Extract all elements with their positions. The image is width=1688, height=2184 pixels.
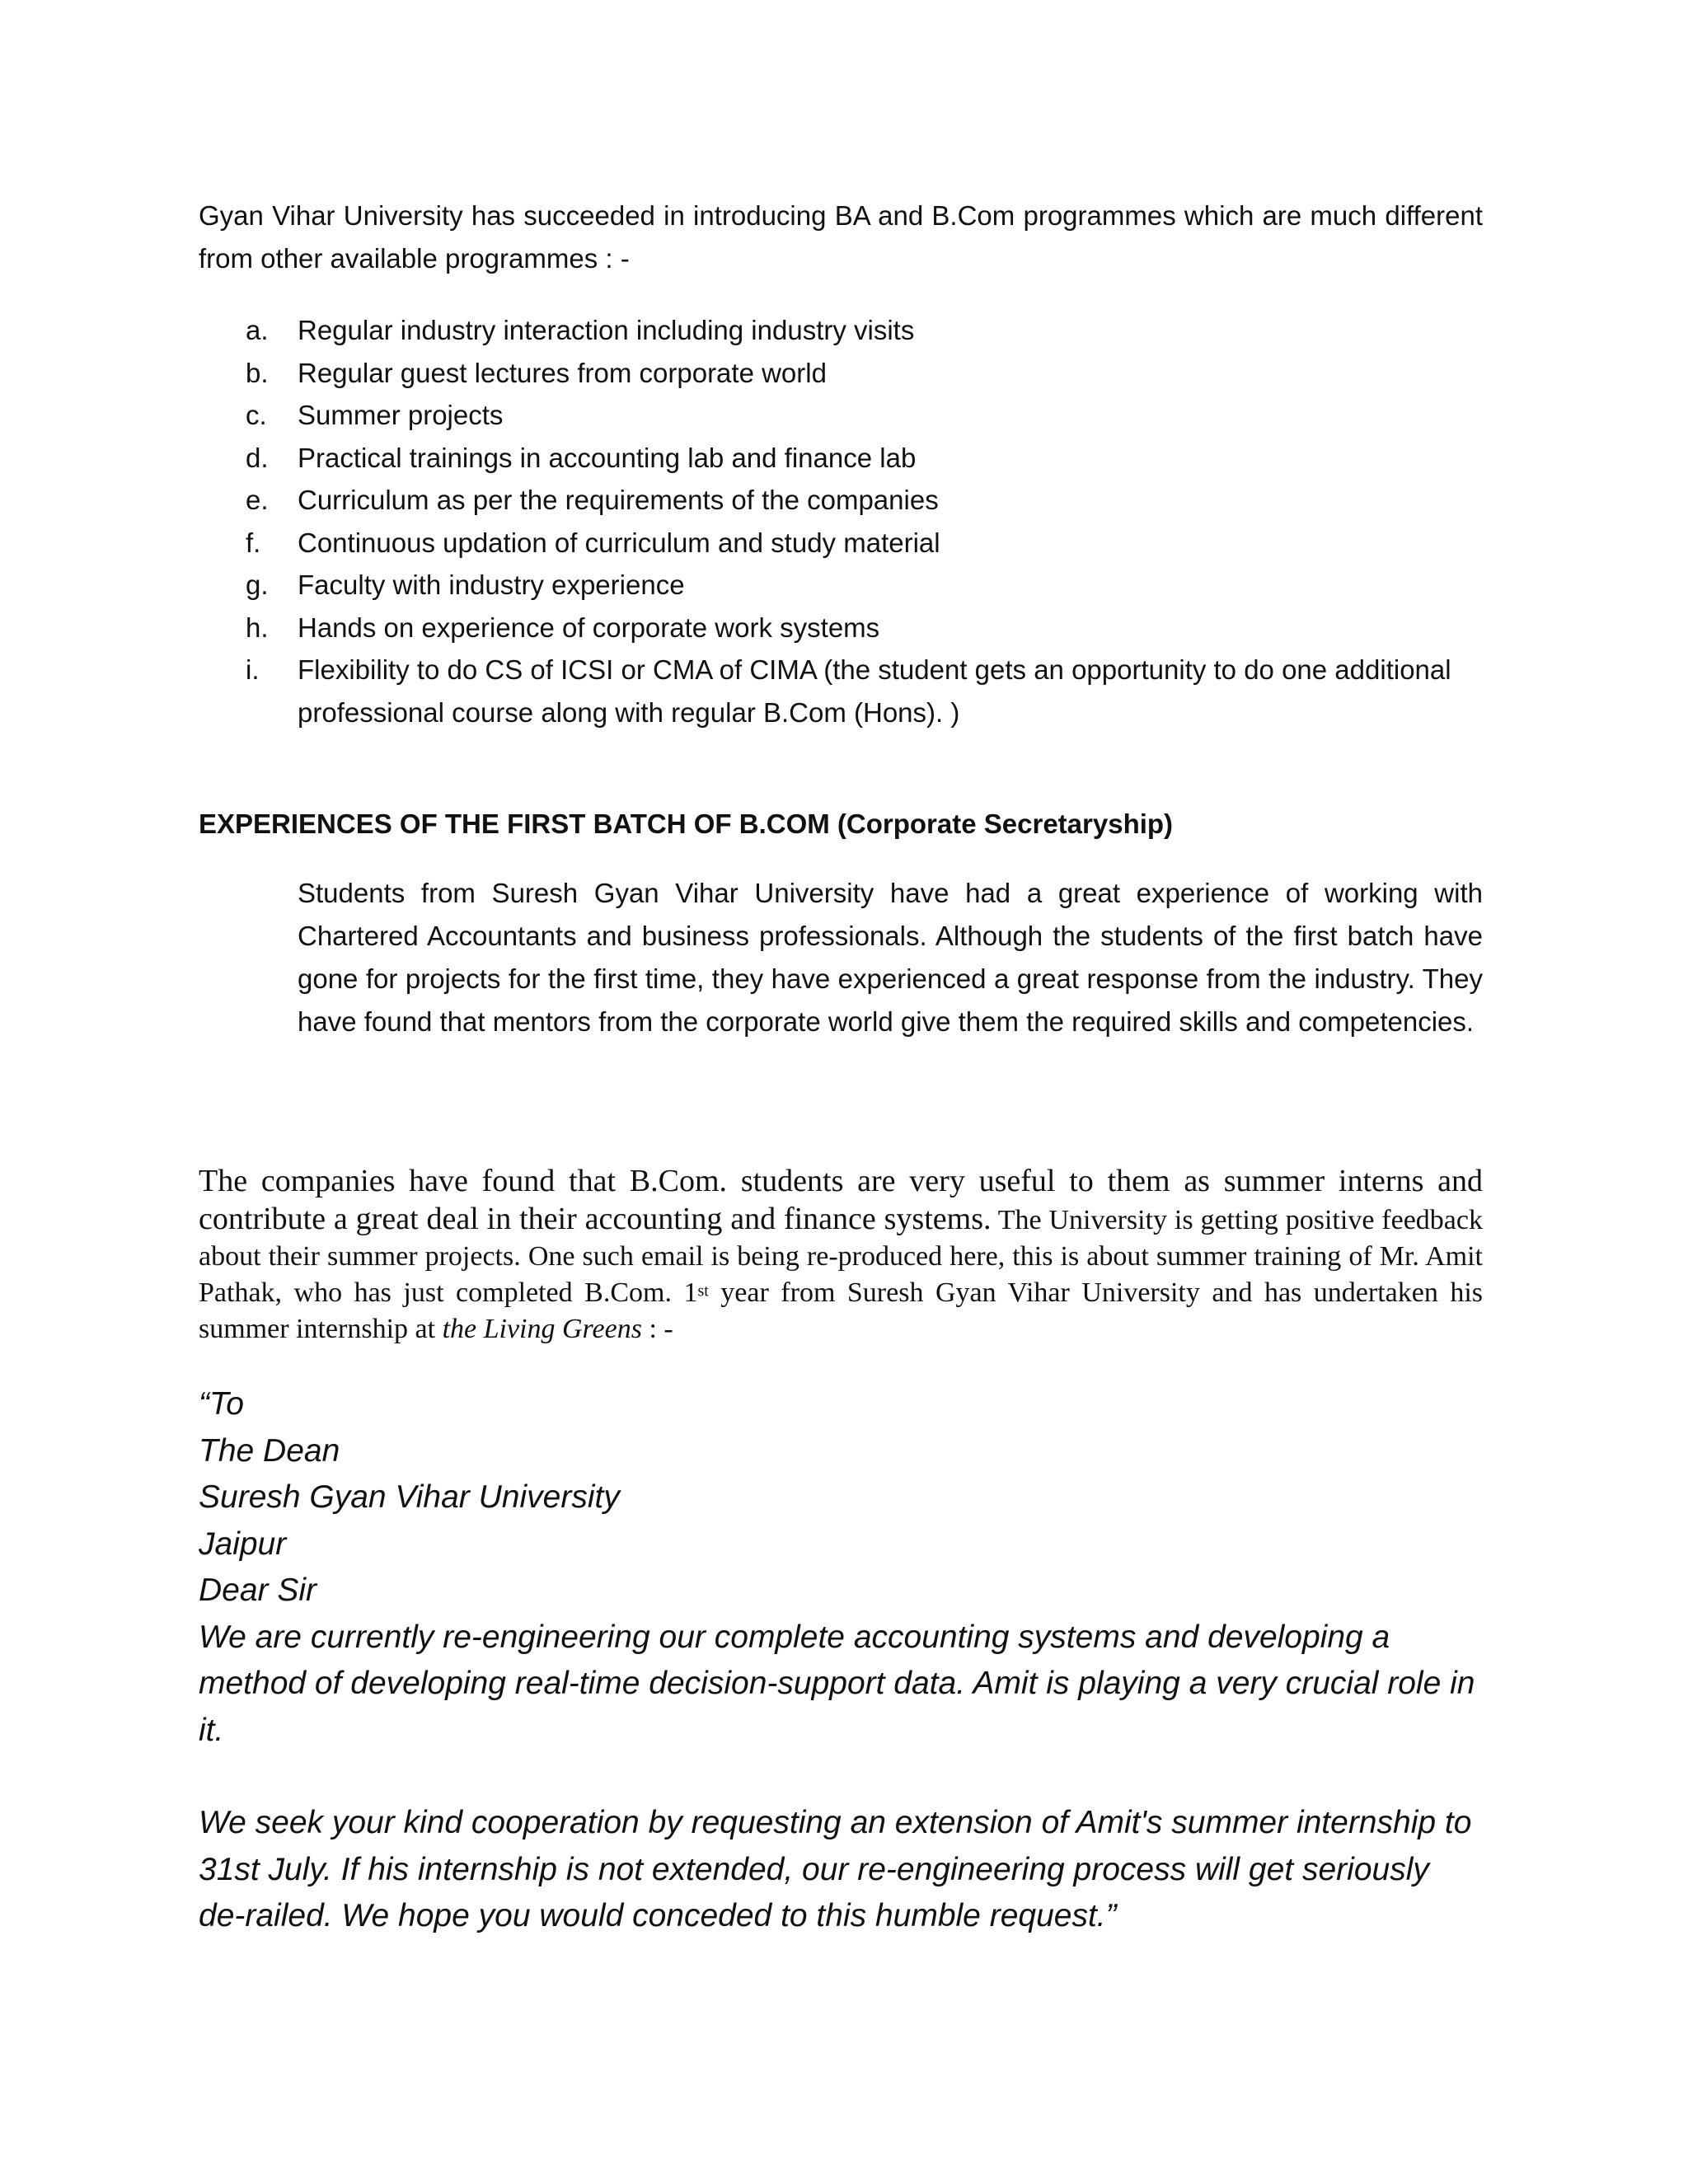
list-item: i. Flexibility to do CS of ICSI or CMA of CIMA (the student gets an opportunity to do one additional professional course along with regular B.Com (Hons). ) <box>246 654 1451 728</box>
list-item: d. Practical trainings in accounting lab and finance lab <box>246 442 917 473</box>
paragraph-gap <box>199 1754 1483 1800</box>
experience-paragraph: Students from Suresh Gyan Vihar University have had a great experience of working with Chartered Accountants and business professionals. Although the students of the first batch have gone for projects for the first time, they have experienced a great response from the industry. They have found that mentors from the corporate world give them the required skills and competencies. <box>298 878 1483 1037</box>
letter-paragraph-2: We seek your kind cooperation by requesting an extension of Amit's summer internship to 31st July. If his internship is not extended, our re-engineering process will get seriously de-railed. We hope you would conceded to this humble request.” <box>199 1805 1472 1933</box>
feature-list <box>199 309 1483 733</box>
letter-to: “To <box>199 1386 244 1422</box>
letter-addressee: The Dean <box>199 1432 340 1469</box>
list-item: b. Regular guest lectures from corporate world <box>246 357 827 388</box>
list-item: a. Regular industry interaction including industry visits <box>246 315 915 345</box>
letter-university: Suresh Gyan Vihar University <box>199 1479 620 1515</box>
letter-greeting: Dear Sir <box>199 1572 317 1608</box>
section-heading: EXPERIENCES OF THE FIRST BATCH OF B.COM (Corporate Secretaryship) <box>199 808 1174 839</box>
letter-city: Jaipur <box>199 1526 287 1562</box>
list-item: g. Faculty with industry experience <box>246 569 685 600</box>
quoted-email <box>199 1381 1483 1940</box>
company-name: the Living Greens <box>442 1314 642 1344</box>
companies-paragraph: The companies have found that B.Com. students are very useful to them as summer interns and contribute a great deal in their accounting and finance systems. The University is getting positive feedback about their summer projects. One such email is being re-produced here, this is about summer training of Mr. Amit Pathak, who has just completed B.Com. 1st year from Suresh Gyan Vihar University and has undertaken his summer internship at the Living Greens : - <box>199 1164 1484 1344</box>
list-item: e. Curriculum as per the requirements of the companies <box>246 485 939 515</box>
list-item: h. Hands on experience of corporate work systems <box>246 612 880 643</box>
list-item: c. Summer projects <box>246 400 504 430</box>
intro-paragraph: Gyan Vihar University has succeeded in introducing BA and B.Com programmes which are much different from other available programmes : - <box>199 200 1483 274</box>
list-item: f. Continuous updation of curriculum and study material <box>246 527 940 558</box>
letter-paragraph-1: We are currently re-engineering our complete accounting systems and developing a method of developing real-time decision-support data. Amit is playing a very crucial role in it. <box>199 1619 1475 1748</box>
